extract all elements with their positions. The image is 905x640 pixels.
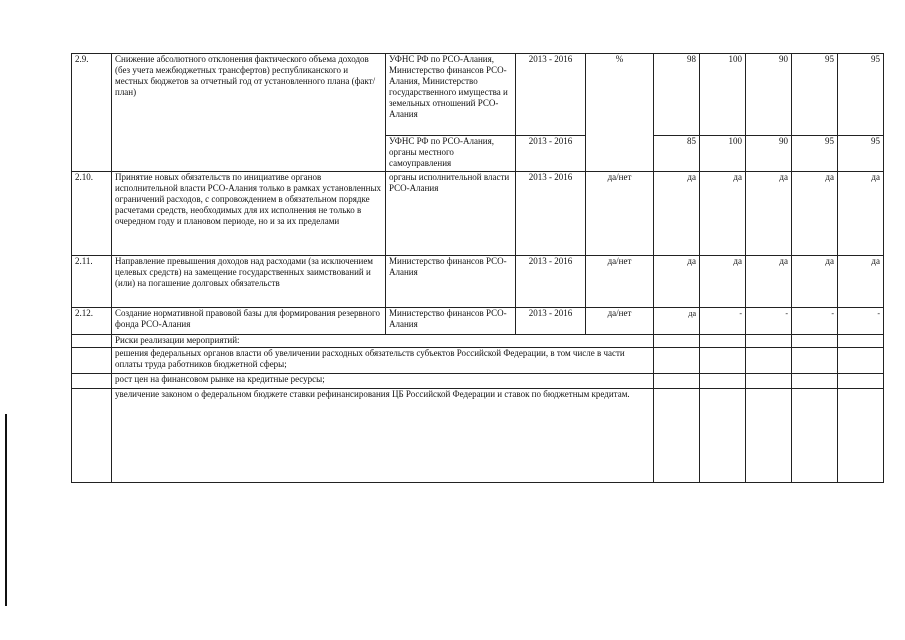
risk-item: решения федеральных органов власти об увеличении расходных обязательств субъектов Российской Федерации, в том числе в части оплаты труда работников бюджетной сферы; (112, 348, 654, 374)
row-number: 2.9. (72, 54, 112, 172)
value-cell: да (792, 256, 838, 308)
value-cell: да (654, 172, 700, 256)
value-cell: да (700, 256, 746, 308)
value-cell: да (792, 172, 838, 256)
value-cell: 100 (700, 136, 746, 172)
measure-text: Создание нормативной правовой базы для формирования резервного фонда РСО-Алания (112, 308, 386, 335)
row-number: 2.12. (72, 308, 112, 335)
unit-cell: да/нет (586, 172, 654, 256)
period-cell: 2013 - 2016 (516, 308, 586, 335)
value-cell: да (838, 256, 884, 308)
executor-cell: органы исполнительной власти РСО-Алания (386, 172, 516, 256)
value-cell: 85 (654, 136, 700, 172)
risk-item: увеличение законом о федеральном бюджете ставки рефинансирования ЦБ Российской Федерации и ставок по бюджетным кредитам. (112, 389, 654, 483)
period-cell: 2013 - 2016 (516, 136, 586, 172)
executor-cell: Министерство финансов РСО-Алания (386, 256, 516, 308)
value-cell: 100 (700, 54, 746, 136)
table-row (72, 54, 884, 136)
value-cell: 98 (654, 54, 700, 136)
unit-cell: % (586, 54, 654, 172)
value-cell: 90 (746, 136, 792, 172)
table-row (72, 172, 884, 256)
measure-text: Принятие новых обязательств по инициативе органов исполнительной власти РСО-Алания только в рамках установленных ограничений расходов, с сопровождением в обязательном порядке расчетами средств, необходимых для их исполнения не только в очередном году и плановом периоде, но и за их пределами (112, 172, 386, 256)
table-row (72, 256, 884, 308)
value-cell: - (838, 308, 884, 335)
unit-cell: да/нет (586, 308, 654, 335)
risks-title: Риски реализации мероприятий: (112, 335, 654, 348)
executor-cell: УФНС РФ по РСО-Алания, Министерство финансов РСО-Алания, Министерство государственного имущества и земельных отношений РСО-Алания (386, 54, 516, 136)
table-row (72, 348, 884, 374)
measure-text: Направление превышения доходов над расходами (за исключением целевых средств) на замещение государственных заимствований и (или) на погашение долговых обязательств (112, 256, 386, 308)
value-cell: да (746, 172, 792, 256)
value-cell: 90 (746, 54, 792, 136)
executor-cell: УФНС РФ по РСО-Алания, органы местного самоуправления (386, 136, 516, 172)
value-cell: 95 (792, 54, 838, 136)
row-number: 2.10. (72, 172, 112, 256)
scan-margin-line (5, 414, 7, 606)
value-cell: - (700, 308, 746, 335)
period-cell: 2013 - 2016 (516, 172, 586, 256)
value-cell: да (746, 256, 792, 308)
value-cell: - (746, 308, 792, 335)
row-number: 2.11. (72, 256, 112, 308)
table-row (72, 374, 884, 389)
executor-cell: Министерство финансов РСО-Алания (386, 308, 516, 335)
value-cell: 95 (792, 136, 838, 172)
value-cell: да (654, 308, 700, 335)
table-row (72, 389, 884, 483)
risk-item: рост цен на финансовом рынке на кредитные ресурсы; (112, 374, 654, 389)
value-cell: 95 (838, 54, 884, 136)
table-row (72, 308, 884, 335)
period-cell: 2013 - 2016 (516, 256, 586, 308)
value-cell: да (700, 172, 746, 256)
value-cell: да (838, 172, 884, 256)
value-cell: - (792, 308, 838, 335)
value-cell: 95 (838, 136, 884, 172)
measures-table (71, 53, 884, 483)
table-row (72, 335, 884, 348)
value-cell: да (654, 256, 700, 308)
period-cell: 2013 - 2016 (516, 54, 586, 136)
measure-text: Снижение абсолютного отклонения фактического объема доходов (без учета межбюджетных трансфертов) республиканского и местных бюджетов за отчетный год от установленного плана (факт/план) (112, 54, 386, 172)
unit-cell: да/нет (586, 256, 654, 308)
